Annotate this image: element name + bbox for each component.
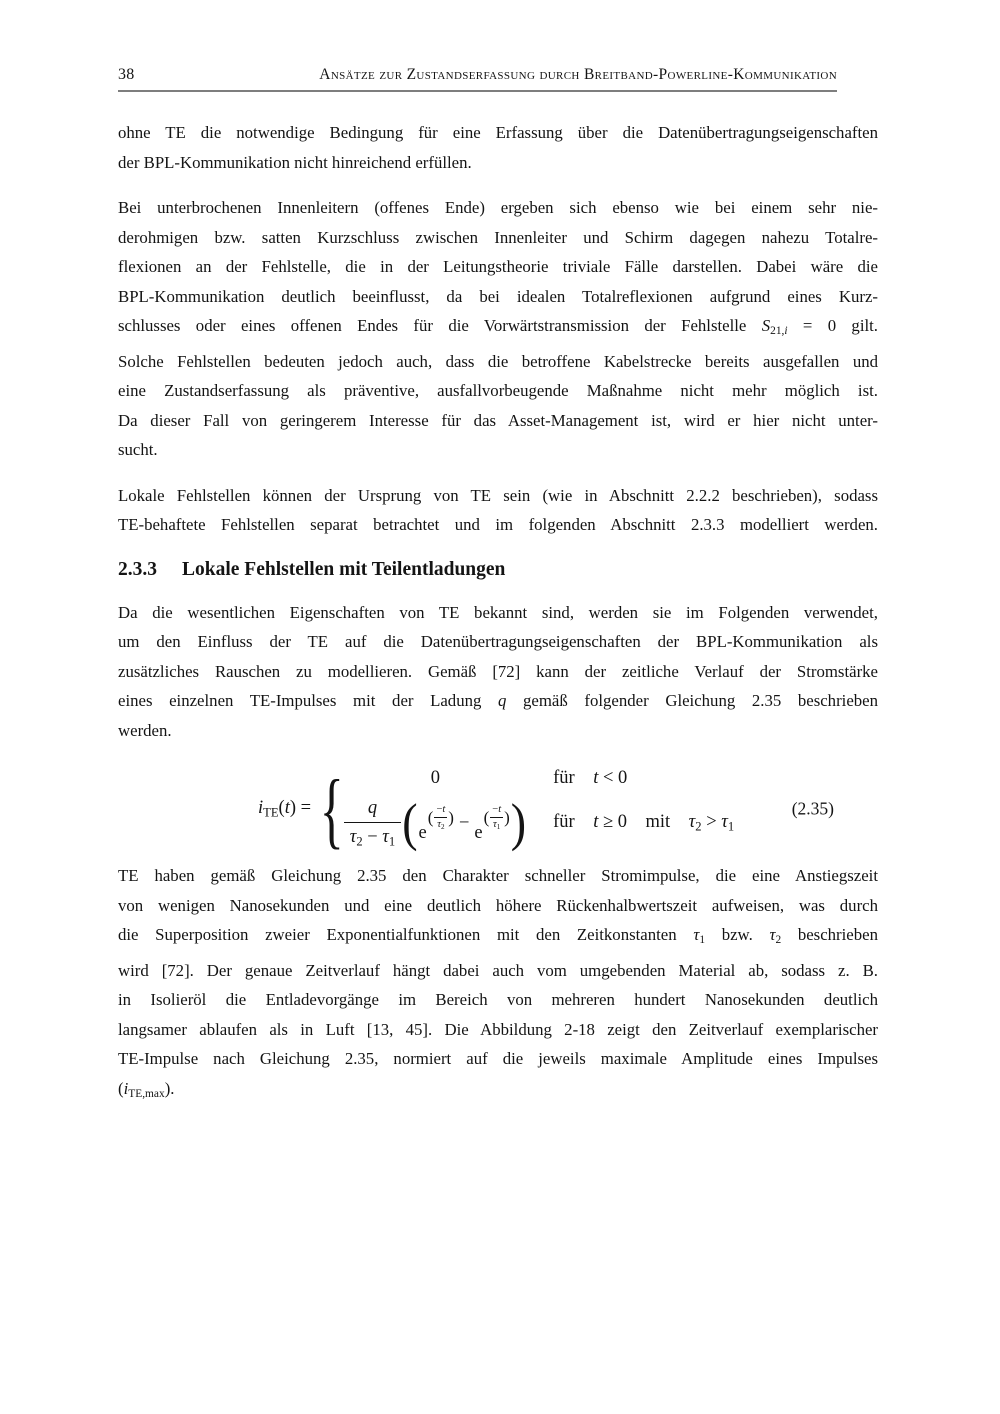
- text-run: TE,max: [128, 1088, 165, 1101]
- exp-term-1: [419, 804, 454, 842]
- text-line: [118, 1044, 878, 1074]
- text-run: TE-behaftete Fehlstellen separat betrachtet und im folgenden Abschnitt 2.3.3 modelliert werden.: [118, 515, 878, 535]
- text-run: S: [761, 316, 771, 335]
- text-run: TE-Impulse nach Gleichung 2.35, normiert auf die jeweils maximale Amplitude eines Impulses: [118, 1049, 878, 1069]
- text-run: beschrieben: [781, 925, 878, 945]
- exp-term-2: [474, 804, 509, 842]
- text-run: ) =: [289, 798, 316, 819]
- paragraph-open-end-reflections: [118, 193, 878, 465]
- paragraph-intro-continuation: [118, 118, 878, 177]
- running-title: Ansätze zur Zustandserfassung durch Breitband-Powerline-Kommunikation: [319, 66, 837, 83]
- text-run: < 0: [598, 767, 628, 788]
- exp-fraction-2: [490, 804, 503, 831]
- text-run: τ: [493, 819, 497, 831]
- text-run: τ: [721, 812, 728, 833]
- exp-base-1: e: [418, 823, 427, 844]
- text-line: [118, 347, 878, 377]
- text-line: [118, 627, 878, 657]
- close-paren: ): [510, 793, 527, 853]
- text-line: [118, 920, 878, 956]
- text-line: [118, 985, 878, 1015]
- exp1-denominator: [434, 818, 447, 831]
- equation-2-35: [118, 757, 878, 861]
- equation-lhs: [258, 799, 316, 819]
- text-line: [118, 956, 878, 986]
- case-zero-expression: [431, 769, 440, 788]
- text-run: τ: [349, 827, 357, 848]
- text-run: in Isolieröl die Entladevorgänge im Bereich von mehreren hundert Nanosekunden deutlich: [118, 990, 878, 1010]
- exponent-2: [484, 804, 510, 831]
- text-run: Lokale Fehlstellen können der Ursprung von TE sein (wie in Abschnitt 2.2.2 beschrieben), sodass: [118, 485, 878, 505]
- text-run: ≥ 0 mit: [598, 812, 689, 833]
- text-run: 1: [699, 934, 706, 947]
- text-run: t: [593, 767, 599, 788]
- text-run: wird [72]. Der genaue Zeitverlauf hängt dabei auch vom umgebenden Material ab, sodass z. B.: [118, 960, 878, 980]
- text-line: [118, 481, 878, 511]
- header-row: [118, 66, 837, 92]
- text-run: für: [553, 767, 594, 788]
- text-run: −: [436, 804, 443, 816]
- text-run: t: [498, 804, 502, 816]
- text-run: τ: [437, 819, 441, 831]
- text-run: −: [362, 827, 383, 848]
- text-run: q: [498, 691, 507, 711]
- text-run: BPL-Kommunikation deutlich beeinflusst, da bei idealen Totalreflexionen aufgrund eines Kurz-: [118, 286, 878, 306]
- text-run: gemäß folgender Gleichung 2.35 beschrieben: [506, 691, 878, 711]
- page-header: [118, 0, 837, 92]
- text-run: (: [278, 798, 285, 819]
- text-run: 2: [356, 834, 363, 849]
- section-heading: [118, 558, 878, 582]
- exp2-denominator: [490, 818, 503, 831]
- text-run: −: [492, 804, 499, 816]
- text-run: werden.: [118, 720, 172, 740]
- text-run: 1: [388, 834, 396, 849]
- text-line: [118, 311, 878, 347]
- text-run: i: [258, 798, 264, 819]
- text-run: = 0 gilt.: [787, 316, 879, 335]
- text-run: Da dieser Fall von geringerem Interesse für das Asset-Management ist, wird er hier nicht unter-: [118, 410, 878, 430]
- paragraph-te-noise-model: [118, 598, 878, 746]
- exp-open-paren-1: (: [427, 808, 434, 828]
- exponent-1: [428, 804, 454, 831]
- text-run: sucht.: [118, 440, 158, 460]
- case-zero-condition: [553, 769, 734, 788]
- text-block: [118, 0, 878, 1110]
- text-run: 2: [775, 934, 782, 947]
- text-run: τ: [382, 827, 389, 848]
- text-line: [118, 148, 878, 178]
- text-line: [118, 1015, 878, 1045]
- paragraph-local-faults-te: [118, 481, 878, 540]
- text-line: [118, 510, 878, 540]
- text-line: [118, 686, 878, 716]
- text-run: t: [442, 804, 446, 816]
- open-paren: (: [402, 793, 418, 853]
- text-run: 0: [430, 767, 441, 788]
- text-run: t: [284, 798, 290, 819]
- exp-close-paren-1: ): [448, 808, 454, 828]
- case-pulse-condition: [553, 813, 734, 833]
- text-run: τ: [769, 925, 776, 945]
- exp-base-2: e: [474, 823, 483, 844]
- text-run: langsamer ablaufen als in Luft [13, 45]. Die Abbildung 2-18 zeigt den Zeitverlauf exemplarischer: [118, 1019, 878, 1039]
- text-run: Bei unterbrochenen Innenleitern (offenes Ende) ergeben sich ebenso wie bei einem sehr nie-: [118, 198, 878, 217]
- text-line: [118, 282, 878, 312]
- exp-open-paren-2: (: [483, 808, 490, 828]
- text-line: [118, 376, 878, 406]
- text-run: 1: [727, 819, 735, 834]
- cases-brace: {: [319, 761, 344, 857]
- text-line: [118, 598, 878, 628]
- page-number: 38: [118, 66, 135, 83]
- text-run: (: [118, 1078, 124, 1098]
- paragraph-pulse-shape: [118, 861, 878, 1109]
- text-run: t: [593, 812, 599, 833]
- text-run: TE: [263, 805, 279, 820]
- text-run: bzw.: [705, 925, 770, 945]
- text-run: q: [367, 798, 378, 819]
- text-run: Da die wesentlichen Eigenschaften von TE bekannt sind, werden sie im Folgenden verwendet,: [118, 602, 878, 622]
- text-run: schlusses oder eines offenen Endes für die Vorwärtstransmission der Fehlstelle: [118, 316, 762, 335]
- text-run: 2: [440, 823, 445, 832]
- fraction-numerator: [344, 797, 402, 822]
- text-run: von wenigen Nanosekunden und eine deutlich höhere Rückenhalbwertszeit aufweisen, was durch: [118, 895, 878, 915]
- text-line: [118, 118, 878, 148]
- text-line: [118, 252, 878, 282]
- exp-fraction-1: [434, 804, 447, 831]
- text-run: 2: [695, 819, 702, 834]
- equation-cases: [344, 767, 735, 853]
- text-run: τ: [688, 812, 696, 833]
- text-run: ).: [164, 1078, 175, 1098]
- text-run: 21,: [770, 325, 785, 338]
- text-run: i: [123, 1078, 129, 1098]
- text-run: eines einzelnen TE-Impulses mit der Ladung: [118, 691, 499, 711]
- text-run: zusätzliches Rauschen zu modellieren. Gemäß [72] kann der zeitliche Verlauf der Stromstärke: [118, 661, 878, 681]
- exp2-numerator: [490, 804, 503, 818]
- text-run: eine Zustandserfassung als präventive, ausfallvorbeugende Maßnahme nicht mehr möglich ist.: [118, 381, 878, 401]
- text-run: um den Einfluss der TE auf die Datenübertragungseigenschaften der BPL-Kommunikation als: [118, 632, 878, 652]
- fraction-denominator: [344, 822, 402, 850]
- text-run: flexionen an der Fehlstelle, die in der Leitungstheorie triviale Fälle darstellen. Dabei wäre die: [118, 257, 878, 276]
- text-line: [118, 435, 878, 465]
- text-line: [118, 406, 878, 436]
- text-run: >: [701, 812, 722, 833]
- text-run: Solche Fehlstellen bedeuten jedoch auch, dass die betroffene Kabelstrecke bereits ausgefallen und: [118, 351, 878, 371]
- section-title: Lokale Fehlstellen mit Teilentladungen: [182, 558, 506, 580]
- equation-body: [258, 761, 735, 857]
- text-run: die Superposition zweier Exponentialfunktionen mit den Zeitkonstanten: [118, 925, 694, 945]
- text-line: [118, 193, 878, 223]
- text-line: [118, 716, 878, 746]
- minus-sign: −: [458, 813, 470, 834]
- text-run: TE haben gemäß Gleichung 2.35 den Charakter schneller Stromimpulse, die eine Anstiegszeit: [118, 866, 878, 886]
- charge-fraction: [344, 797, 402, 850]
- text-line: [118, 861, 878, 891]
- text-run: der BPL-Kommunikation nicht hinreichend erfüllen.: [118, 152, 472, 172]
- case-pulse-expression: [344, 793, 527, 853]
- section-number: 2.3.3: [118, 558, 157, 580]
- text-run: derohmigen bzw. satten Kurzschluss zwischen Innenleiter und Schirm dagegen nahezu Totalre-: [118, 227, 878, 247]
- text-run: 1: [496, 823, 501, 832]
- text-line: [118, 1074, 878, 1110]
- equation-number: (2.35): [791, 798, 834, 819]
- text-run: ohne TE die notwendige Bedingung für eine Erfassung über die Datenübertragungseigenschaften: [118, 123, 878, 142]
- text-line: [118, 657, 878, 687]
- text-run: für: [553, 812, 594, 833]
- text-line: [118, 891, 878, 921]
- exp-close-paren-2: ): [504, 808, 510, 828]
- text-run: i: [784, 325, 788, 338]
- exp1-numerator: [434, 804, 447, 818]
- text-run: τ: [693, 925, 700, 945]
- text-line: [118, 223, 878, 253]
